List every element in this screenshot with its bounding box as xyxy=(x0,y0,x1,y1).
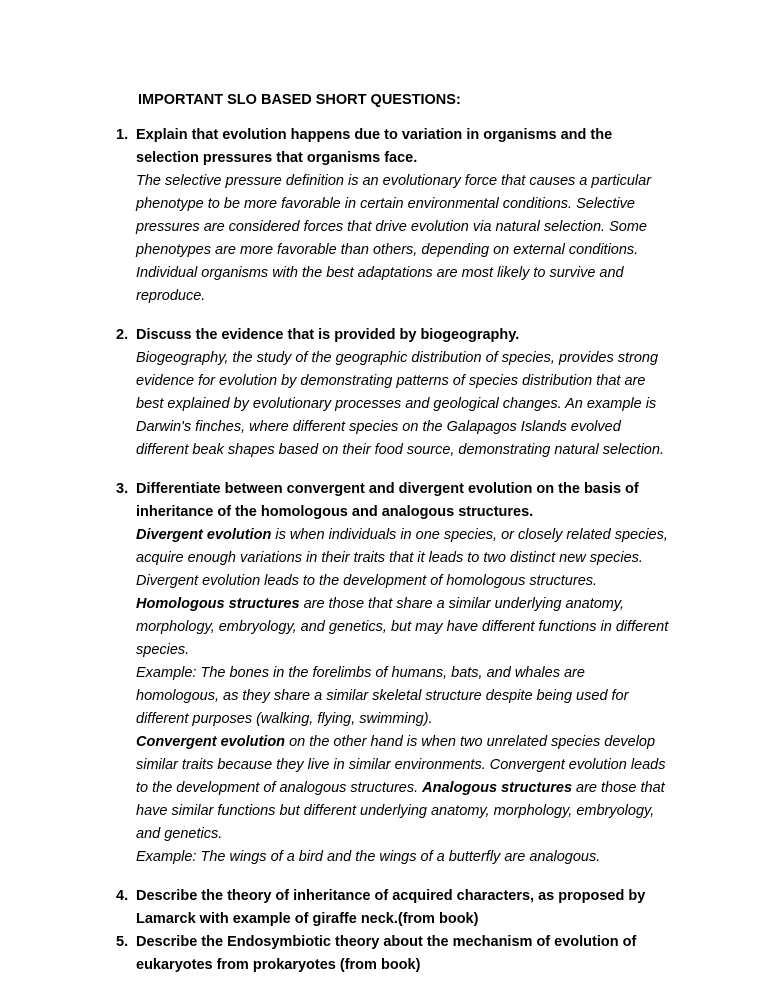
item-number: 4. xyxy=(116,888,129,904)
answer-text: are those that share a similar underlying anatomy, morphology, embryology, and genetics, but may have different functions in different species. xyxy=(136,596,669,658)
question-item-4 xyxy=(110,885,670,931)
answer-paragraph-convergent xyxy=(136,731,670,846)
item-number: 3. xyxy=(116,481,129,497)
answer-paragraph-divergent xyxy=(136,524,670,662)
question-item-1 xyxy=(110,124,670,308)
answer-text: on the other hand is when two unrelated species develop similar traits because they live in similar environments. Convergent evolution leads to the development of analogous structures. xyxy=(136,734,666,796)
question-item-5 xyxy=(110,931,670,977)
question-text: Discuss the evidence that is provided by biogeography. xyxy=(136,327,520,343)
item-number: 5. xyxy=(116,934,129,950)
question-text: Describe the theory of inheritance of acquired characters, as proposed by Lamarck with example of giraffe neck.(from book) xyxy=(136,888,646,927)
item-number: 1. xyxy=(116,127,129,143)
question-text: Differentiate between convergent and divergent evolution on the basis of inheritance of the homologous and analogous structures. xyxy=(136,481,639,520)
example-homologous: Example: The bones in the forelimbs of humans, bats, and whales are homologous, as they share a similar skeletal structure despite being used for different purposes (walking, flying, swimming). xyxy=(136,665,629,727)
answer-text: Biogeography, the study of the geographic distribution of species, provides strong evidence for evolution by demonstrating patterns of species distribution that are best explained by evolutionary processes and geological changes. An example is Darwin's finches, where different species on the Galapagos Islands evolved different beak shapes based on their food source, demonstrating natural selection. xyxy=(136,350,664,458)
question-item-2 xyxy=(110,324,670,462)
example-analogous: Example: The wings of a bird and the wings of a butterfly are analogous. xyxy=(136,849,601,865)
answer-text: are those that have similar functions but different underlying anatomy, morphology, embryology, and genetics. xyxy=(136,780,665,842)
question-item-3 xyxy=(110,478,670,869)
answer-text: is when individuals in one species, or closely related species, acquire enough variations in their traits that it leads to two distinct new species. Divergent evolution leads to the development of homologous structures. xyxy=(136,527,668,589)
term-homologous-structures: Homologous structures xyxy=(136,596,300,612)
question-list xyxy=(110,124,670,977)
page-heading: IMPORTANT SLO BASED SHORT QUESTIONS: xyxy=(138,92,461,108)
question-text: Explain that evolution happens due to variation in organisms and the selection pressures that organisms face. xyxy=(136,127,613,166)
term-divergent-evolution: Divergent evolution xyxy=(136,527,272,543)
item-number: 2. xyxy=(116,327,129,343)
answer-text: The selective pressure definition is an evolutionary force that causes a particular phenotype to be more favorable in certain environmental conditions. Selective pressures are considered forces that drive evolution via natural selection. Some phenotypes are more favorable than others, depending on external conditions. Individual organisms with the best adaptations are most likely to survive and reproduce. xyxy=(136,173,652,304)
term-analogous-structures: Analogous structures xyxy=(422,780,573,796)
term-convergent-evolution: Convergent evolution xyxy=(136,734,286,750)
question-text: Describe the Endosymbiotic theory about the mechanism of evolution of eukaryotes from prokaryotes (from book) xyxy=(136,934,637,973)
